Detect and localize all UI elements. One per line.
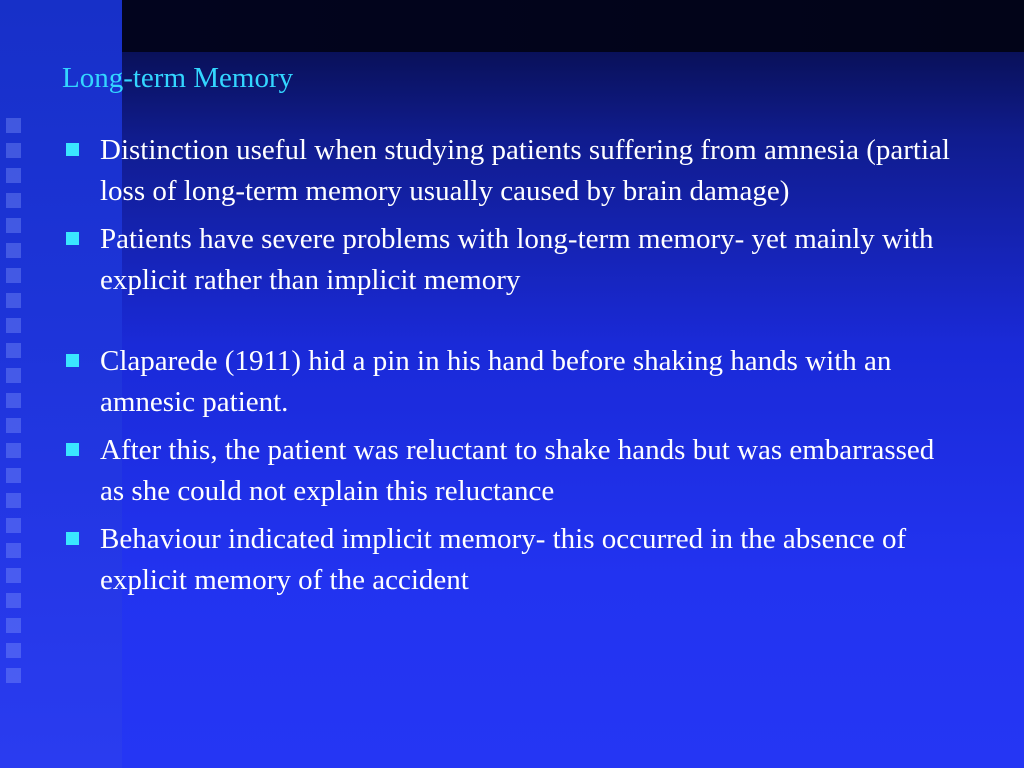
decorative-square [6,593,21,608]
decorative-square [6,393,21,408]
decorative-square [6,468,21,483]
decorative-square [6,243,21,258]
decorative-square [6,568,21,583]
decorative-square [6,643,21,658]
decorative-square-strip [6,118,26,718]
decorative-square [6,143,21,158]
decorative-square [6,168,21,183]
bullet-text: Behaviour indicated implicit memory- this occurred in the absence of explicit memory of the accident [100,523,907,596]
decorative-square [6,543,21,558]
bullet-text: Claparede (1911) hid a pin in his hand before shaking hands with an amnesic patient. [100,345,892,418]
decorative-square [6,218,21,233]
decorative-square [6,518,21,533]
square-bullet-icon [66,443,79,456]
bullet-item [62,430,962,512]
decorative-square [6,268,21,283]
decorative-square [6,418,21,433]
bullet-item [62,219,962,301]
decorative-square [6,293,21,308]
bullet-text: After this, the patient was reluctant to shake hands but was embarrassed as she could not explain this reluctance [100,434,935,507]
top-dark-band [122,0,1024,52]
bullet-text: Patients have severe problems with long-term memory- yet mainly with explicit rather than implicit memory [100,223,934,296]
decorative-square [6,493,21,508]
decorative-square [6,368,21,383]
bullet-text: Distinction useful when studying patients suffering from amnesia (partial loss of long-term memory usually caused by brain damage) [100,134,950,207]
decorative-square [6,318,21,333]
decorative-square [6,443,21,458]
bullet-item [62,130,962,212]
bullet-item [62,519,962,601]
decorative-square [6,343,21,358]
bullet-item [62,341,962,423]
square-bullet-icon [66,532,79,545]
decorative-square [6,618,21,633]
decorative-square [6,193,21,208]
slide-title: Long-term Memory [62,62,294,94]
decorative-square [6,118,21,133]
square-bullet-icon [66,143,79,156]
square-bullet-icon [66,232,79,245]
square-bullet-icon [66,354,79,367]
bullet-list [62,130,962,608]
decorative-square [6,668,21,683]
